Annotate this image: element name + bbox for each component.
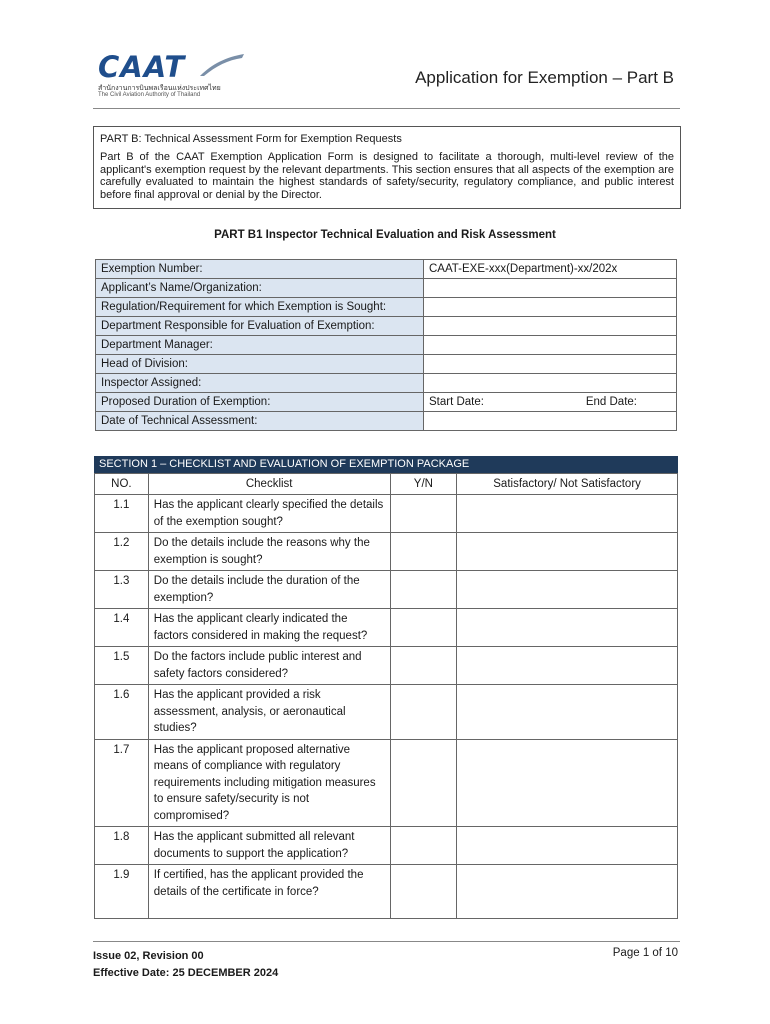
item-number: 1.5 (95, 647, 149, 685)
satisfactory-cell[interactable] (457, 827, 678, 865)
item-text: Do the details include the duration of the exemption? (148, 571, 390, 609)
checklist-row (95, 495, 678, 533)
footer-issue-info (93, 948, 278, 982)
footer-divider (93, 941, 680, 942)
page-number: Page 1 of 10 (612, 947, 678, 959)
checklist-row (95, 865, 678, 919)
intro-title: PART B: Technical Assessment Form for Exemption Requests (100, 133, 402, 145)
duration-field[interactable] (424, 393, 677, 412)
item-number: 1.9 (95, 865, 149, 919)
info-row (96, 298, 677, 317)
info-row (96, 260, 677, 279)
yn-cell[interactable] (390, 865, 457, 919)
checklist-row (95, 571, 678, 609)
item-text: Has the applicant clearly specified the details of the exemption sought? (148, 495, 390, 533)
info-label: Applicant’s Name/Organization: (96, 279, 424, 298)
yn-cell[interactable] (390, 495, 457, 533)
item-number: 1.4 (95, 609, 149, 647)
department-manager-field[interactable] (424, 336, 677, 355)
col-header-yn: Y/N (390, 474, 457, 495)
satisfactory-cell[interactable] (457, 533, 678, 571)
col-header-no: NO. (95, 474, 149, 495)
checklist-header-row (95, 474, 678, 495)
col-header-checklist: Checklist (148, 474, 390, 495)
info-label: Exemption Number: (96, 260, 424, 279)
info-row (96, 412, 677, 431)
yn-cell[interactable] (390, 827, 457, 865)
yn-cell[interactable] (390, 739, 457, 827)
issue-revision: Issue 02, Revision 00 (93, 950, 204, 962)
satisfactory-cell[interactable] (457, 865, 678, 919)
end-date-label: End Date: (585, 396, 637, 408)
info-row (96, 336, 677, 355)
item-number: 1.8 (95, 827, 149, 865)
checklist-row (95, 647, 678, 685)
item-number: 1.3 (95, 571, 149, 609)
info-label: Regulation/Requirement for which Exemption is Sought: (96, 298, 424, 317)
info-label: Date of Technical Assessment: (96, 412, 424, 431)
satisfactory-cell[interactable] (457, 739, 678, 827)
part-b1-title: PART B1 Inspector Technical Evaluation and Risk Assessment (214, 229, 556, 241)
info-label: Head of Division: (96, 355, 424, 374)
airplane-swoosh-icon (198, 52, 246, 78)
item-number: 1.1 (95, 495, 149, 533)
satisfactory-cell[interactable] (457, 571, 678, 609)
yn-cell[interactable] (390, 571, 457, 609)
info-row (96, 393, 677, 412)
logo-thai-name: สำนักงานการบินพลเรือนแห่งประเทศไทย (98, 85, 221, 92)
checklist-row (95, 685, 678, 740)
caat-logo (98, 50, 248, 100)
applicant-name-field[interactable] (424, 279, 677, 298)
logo-wordmark: CAAT (98, 50, 186, 84)
head-of-division-field[interactable] (424, 355, 677, 374)
item-text: Do the details include the reasons why the exemption is sought? (148, 533, 390, 571)
info-label: Department Manager: (96, 336, 424, 355)
info-label: Department Responsible for Evaluation of Exemption: (96, 317, 424, 336)
info-row (96, 355, 677, 374)
info-row (96, 279, 677, 298)
item-number: 1.7 (95, 739, 149, 827)
item-text: Has the applicant provided a risk assessment, analysis, or aeronautical studies? (148, 685, 390, 740)
satisfactory-cell[interactable] (457, 647, 678, 685)
satisfactory-cell[interactable] (457, 609, 678, 647)
intro-box (93, 126, 681, 209)
logo-english-name: The Civil Aviation Authority of Thailand (98, 92, 201, 98)
checklist-row (95, 827, 678, 865)
yn-cell[interactable] (390, 685, 457, 740)
intro-text: Part B of the CAAT Exemption Application Form is designed to facilitate a thorough, multi-level review of the applicant's exemption request by the relevant departments. This section ensures that all aspects of the exemption are carefully evaluated to maintain the highest standards of safety/security, regulatory compliance, and public interest before final approval or denial by the Director. (100, 151, 674, 201)
department-field[interactable] (424, 317, 677, 336)
info-row (96, 317, 677, 336)
document-title: Application for Exemption – Part B (415, 68, 674, 87)
item-number: 1.2 (95, 533, 149, 571)
item-number: 1.6 (95, 685, 149, 740)
info-label: Inspector Assigned: (96, 374, 424, 393)
yn-cell[interactable] (390, 647, 457, 685)
checklist-row (95, 609, 678, 647)
info-label: Proposed Duration of Exemption: (96, 393, 424, 412)
exemption-number-field[interactable]: CAAT-EXE-xxx(Department)-xx/202x (424, 260, 677, 279)
assessment-date-field[interactable] (424, 412, 677, 431)
regulation-field[interactable] (424, 298, 677, 317)
header-divider (93, 108, 680, 109)
assessment-info-table (95, 259, 677, 431)
item-text: If certified, has the applicant provided the details of the certificate in force? (148, 865, 390, 919)
info-row (96, 374, 677, 393)
yn-cell[interactable] (390, 533, 457, 571)
satisfactory-cell[interactable] (457, 495, 678, 533)
satisfactory-cell[interactable] (457, 685, 678, 740)
item-text: Do the factors include public interest and safety factors considered? (148, 647, 390, 685)
item-text: Has the applicant clearly indicated the factors considered in making the request? (148, 609, 390, 647)
col-header-satisfactory: Satisfactory/ Not Satisfactory (457, 474, 678, 495)
checklist-table (94, 473, 678, 919)
inspector-field[interactable] (424, 374, 677, 393)
checklist-row (95, 739, 678, 827)
item-text: Has the applicant proposed alternative means of compliance with regulatory requirements including mitigation measures to ensure safety/security is not compromised? (148, 739, 390, 827)
yn-cell[interactable] (390, 609, 457, 647)
section-1-header: SECTION 1 – CHECKLIST AND EVALUATION OF EXEMPTION PACKAGE (94, 456, 678, 473)
start-date-label: Start Date: (429, 396, 484, 408)
item-text: Has the applicant submitted all relevant documents to support the application? (148, 827, 390, 865)
effective-date: Effective Date: 25 DECEMBER 2024 (93, 967, 279, 979)
checklist-row (95, 533, 678, 571)
